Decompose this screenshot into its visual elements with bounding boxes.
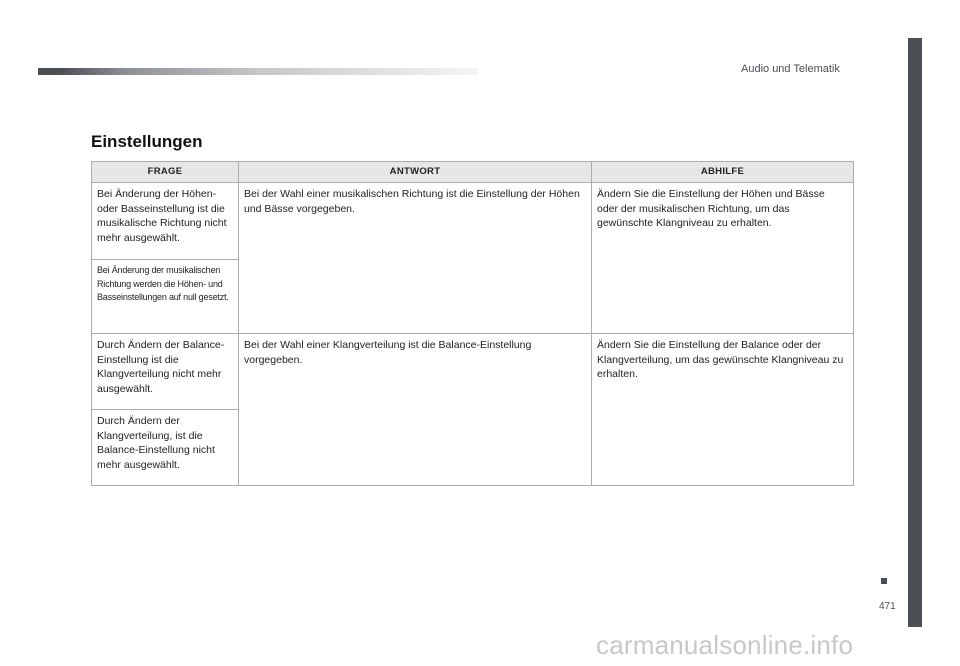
page-number: 471 bbox=[879, 601, 896, 612]
remedy-cell: Ändern Sie die Einstellung der Höhen und Bässe oder der musikalischen Richtung, um das gewünschte Klangniveau zu erhalten. bbox=[592, 183, 854, 334]
remedy-cell: Ändern Sie die Einstellung der Balance oder der Klangverteilung, um das gewünschte Klangniveau zu erhalten. bbox=[592, 334, 854, 486]
column-header-question: FRAGE bbox=[92, 162, 239, 183]
watermark-text: carmanualsonline.info bbox=[596, 630, 854, 660]
table-row bbox=[92, 334, 854, 410]
page-marker-square bbox=[881, 578, 887, 584]
page-side-bar bbox=[908, 38, 922, 627]
column-header-answer: ANTWORT bbox=[239, 162, 592, 183]
question-cell: Durch Ändern der Balance-Einstellung ist die Klangverteilung nicht mehr ausgewählt. bbox=[92, 334, 239, 410]
header-gradient-bar bbox=[38, 68, 478, 75]
question-cell: Bei Änderung der musikalischen Richtung werden die Höhen- und Basseinstellungen auf null gesetzt. bbox=[92, 260, 239, 334]
column-header-remedy: ABHILFE bbox=[592, 162, 854, 183]
table-row bbox=[92, 183, 854, 260]
question-cell: Durch Ändern der Klangverteilung, ist die Balance-Einstellung nicht mehr ausgewählt. bbox=[92, 410, 239, 486]
page-title: Einstellungen bbox=[91, 132, 203, 151]
faq-table bbox=[91, 161, 854, 486]
section-header: Audio und Telematik bbox=[741, 63, 840, 75]
table-header-row bbox=[92, 162, 854, 183]
answer-cell: Bei der Wahl einer Klangverteilung ist die Balance-Einstellung vorgegeben. bbox=[239, 334, 592, 486]
answer-cell: Bei der Wahl einer musikalischen Richtung ist die Einstellung der Höhen und Bässe vorgegeben. bbox=[239, 183, 592, 334]
question-cell: Bei Änderung der Höhen- oder Basseinstellung ist die musikalische Richtung nicht mehr ausgewählt. bbox=[92, 183, 239, 260]
